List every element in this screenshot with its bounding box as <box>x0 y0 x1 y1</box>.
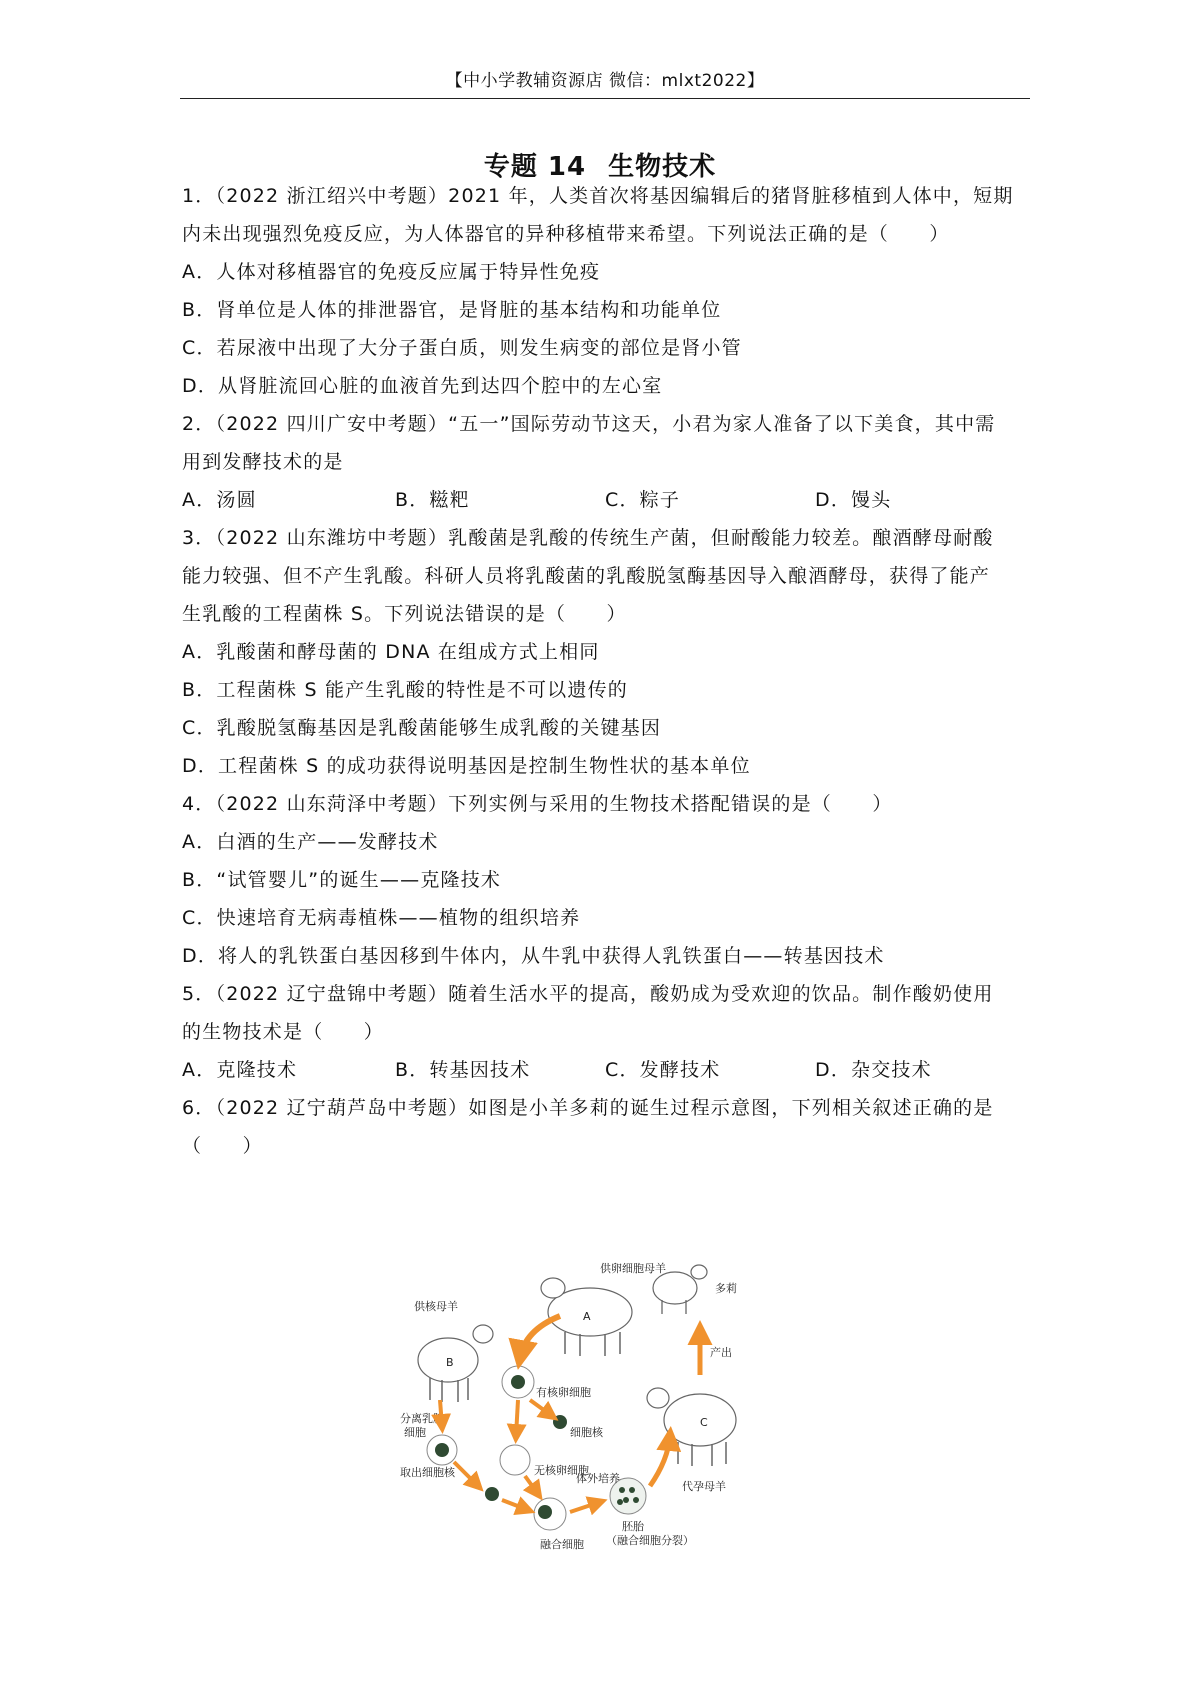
option-line: C．乳酸脱氢酶基因是乳酸菌能够生成乳酸的关键基因 <box>182 717 662 739</box>
nucleus-label: 细胞核 <box>570 1426 603 1439</box>
flow-arrow <box>530 1400 552 1416</box>
flow-arrow <box>454 1462 478 1486</box>
question-line: 2．（2022 四川广安中考题）“五一”国际劳动节这天，小君为家人准备了以下美食，其中需 <box>182 413 996 435</box>
egg-donor-label: 供卵细胞母羊 <box>600 1262 666 1275</box>
sheep-c-label: C <box>700 1416 708 1429</box>
question-line: 4．（2022 山东菏泽中考题）下列实例与采用的生物技术搭配错误的是（ ） <box>182 793 893 815</box>
option-line: D．从肾脏流回心脏的血液首先到达四个腔中的左心室 <box>182 375 663 397</box>
enucleated-egg-icon <box>500 1445 530 1475</box>
title-name: 生物技术 <box>608 152 717 182</box>
question-line: （ ） <box>182 1135 263 1157</box>
question-line: 5．（2022 辽宁盘锦中考题）随着生活水平的提高，酸奶成为受欢迎的饮品。制作酸奶使用 <box>182 983 994 1005</box>
sheep-b-label: B <box>446 1356 454 1369</box>
q2-option-c: C．粽子 <box>605 489 681 511</box>
question-line: 6．（2022 辽宁葫芦岛中考题）如图是小羊多莉的诞生过程示意图，下列相关叙述正确的是 <box>182 1097 994 1119</box>
dolly-label: 多莉 <box>715 1282 737 1295</box>
header-rule <box>180 98 1030 99</box>
embryo-label: 胚胎 <box>622 1520 644 1533</box>
question-line: 3．（2022 山东潍坊中考题）乳酸菌是乳酸的传统生产菌，但耐酸能力较差。酿酒酵母耐酸 <box>182 527 994 549</box>
egg-nucleus-icon <box>511 1375 525 1389</box>
option-line: C．快速培育无病毒植株——植物的组织培养 <box>182 907 581 929</box>
question-line: 1．（2022 浙江绍兴中考题）2021 年，人类首次将基因编辑后的猪肾脏移植到人体中，短期 <box>182 185 1014 207</box>
question-line: 能力较强、但不产生乳酸。科研人员将乳酸菌的乳酸脱氢酶基因导入酿酒酵母，获得了能产 <box>182 565 991 587</box>
q2-option-b: B．糍粑 <box>395 489 470 511</box>
fused-nucleus-icon <box>538 1505 552 1519</box>
option-line: D．将人的乳铁蛋白基因移到牛体内，从牛乳中获得人乳铁蛋白——转基因技术 <box>182 945 885 967</box>
option-line: C．若尿液中出现了大分子蛋白质，则发生病变的部位是肾小管 <box>182 337 742 359</box>
separate-mammary-label: 分离乳腺 <box>400 1412 444 1425</box>
flow-arrow <box>570 1502 600 1512</box>
option-line: A．乳酸菌和酵母菌的 DNA 在组成方式上相同 <box>182 641 600 663</box>
question-line: 的生物技术是（ ） <box>182 1021 385 1043</box>
embryo-note-label: （融合细胞分裂） <box>606 1534 694 1547</box>
nucleus-donor-label: 供核母羊 <box>414 1300 458 1313</box>
surrogate-label: 代孕母羊 <box>682 1480 726 1493</box>
question-line: 内未出现强烈免疫反应，为人体器官的异种移植带来希望。下列说法正确的是（ ） <box>182 223 950 245</box>
q5-option-b: B．转基因技术 <box>395 1059 531 1081</box>
q5-option-d: D．杂交技术 <box>815 1059 932 1081</box>
sheep-b-icon <box>418 1325 493 1402</box>
question-line: 用到发酵技术的是 <box>182 451 344 473</box>
option-line: D．工程菌株 S 的成功获得说明基因是控制生物性状的基本单位 <box>182 755 751 777</box>
flow-arrow <box>525 1476 538 1494</box>
q5-option-c: C．发酵技术 <box>605 1059 721 1081</box>
cells-label: 细胞 <box>404 1426 426 1439</box>
sheep-c-icon <box>647 1388 736 1466</box>
page-header: 【中小学教辅资源店 微信：mlxt2022】 <box>445 71 765 91</box>
sheep-a-label: A <box>583 1310 591 1323</box>
option-line: A．白酒的生产——发酵技术 <box>182 831 439 853</box>
q5-option-a: A．克隆技术 <box>182 1059 298 1081</box>
title-topic: 专题 14 <box>483 152 587 182</box>
free-nucleus-icon <box>485 1487 499 1501</box>
born-label: 产出 <box>710 1346 732 1359</box>
page-title <box>0 146 1200 183</box>
flow-arrow <box>516 1400 518 1436</box>
flow-arrow <box>650 1436 670 1486</box>
option-line: A．人体对移植器官的免疫反应属于特异性免疫 <box>182 261 601 283</box>
take-nucleus-label: 取出细胞核 <box>400 1466 455 1479</box>
flow-arrow <box>502 1500 528 1510</box>
option-line: B．“试管婴儿”的诞生——克隆技术 <box>182 869 502 891</box>
in-vitro-label: 体外培养 <box>576 1472 620 1485</box>
removed-nucleus-icon <box>553 1415 567 1429</box>
option-line: B．肾单位是人体的排泄器官，是肾脏的基本结构和功能单位 <box>182 299 722 321</box>
q2-option-a: A．汤圆 <box>182 489 257 511</box>
dolly-cloning-diagram <box>400 1250 800 1550</box>
fused-cell-label: 融合细胞 <box>540 1538 584 1550</box>
flow-arrow <box>440 1400 442 1426</box>
nucleated-egg-label: 有核卵细胞 <box>536 1386 591 1399</box>
q2-option-d: D．馒头 <box>815 489 892 511</box>
enucleated-egg-label: 无核卵细胞 <box>534 1464 589 1477</box>
mammary-nucleus-icon <box>435 1443 449 1457</box>
option-line: B．工程菌株 S 能产生乳酸的特性是不可以遗传的 <box>182 679 628 701</box>
question-line: 生乳酸的工程菌株 S。下列说法错误的是（ ） <box>182 603 627 625</box>
